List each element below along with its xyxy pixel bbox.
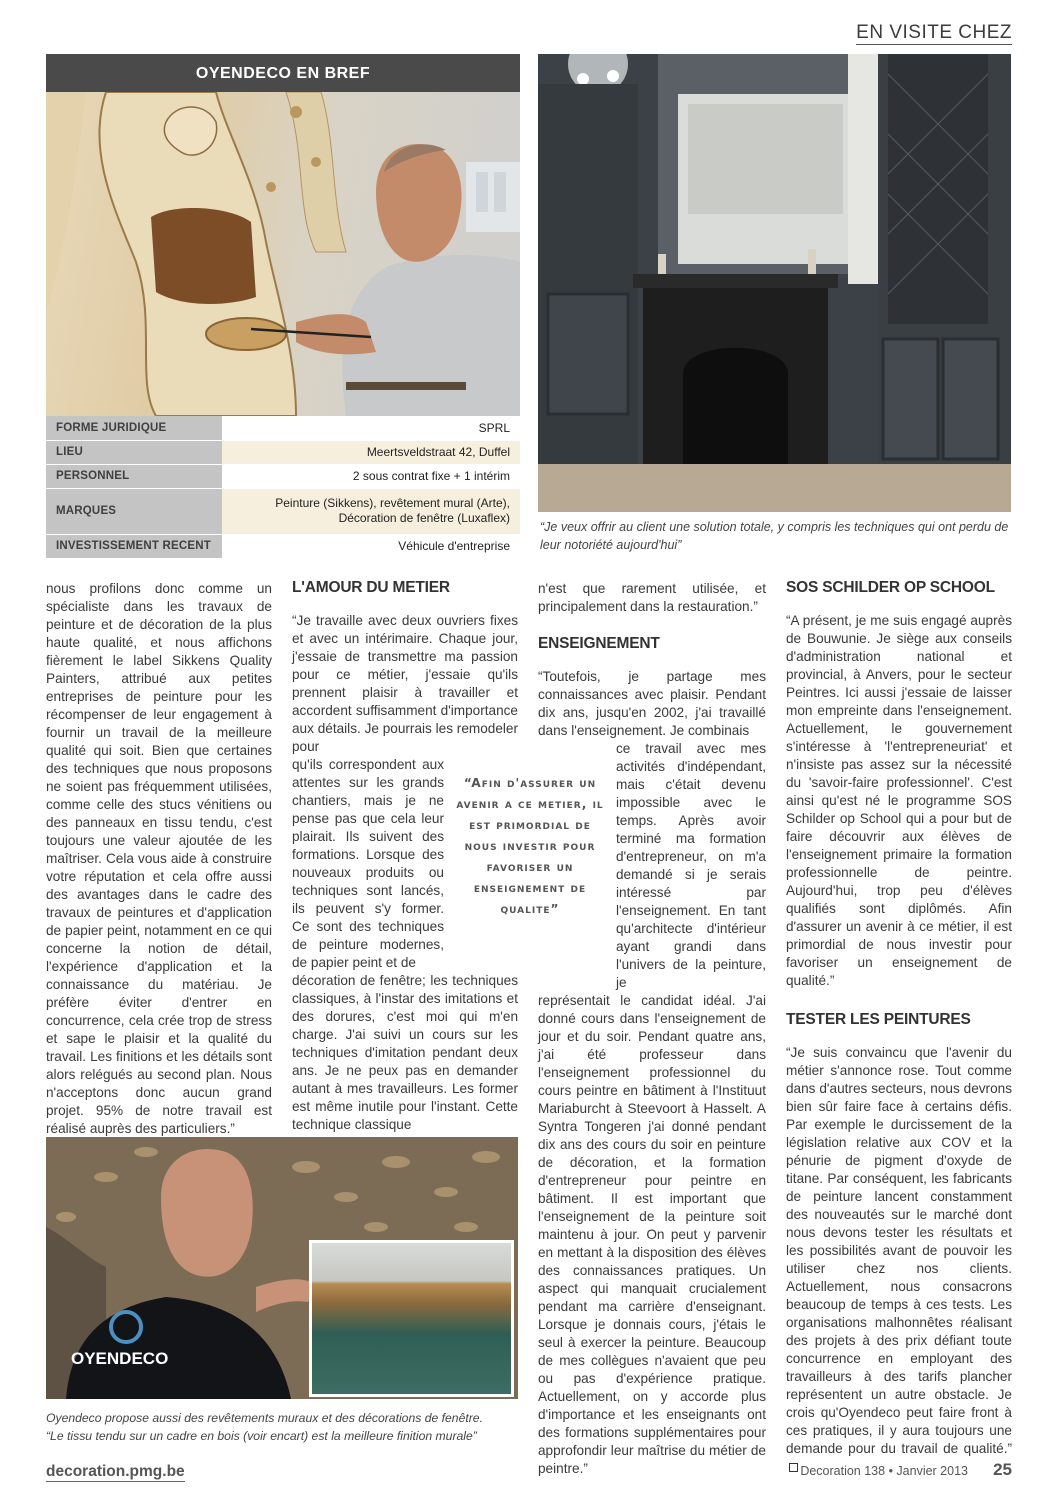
fact-value: Meertsveldstraat 42, Duffel	[222, 440, 520, 464]
caption-line: Oyendeco propose aussi des revêtements muraux et des décorations de fenêtre.	[46, 1411, 483, 1425]
end-of-article-icon	[789, 1463, 798, 1472]
body-paragraph: décoration de fenêtre; les techniques classiques, à l'instar des imitations et des dorures, c'est moi qui m'en charge. J'ai suivi un cours sur les techniques d'imitation pendant deux ans. Je ne peux pas en demander autant à mes travailleurs. Les former est même inutile pour l'instant. Cette technique classique	[292, 973, 518, 1132]
fact-value-line: Décoration de fenêtre (Luxaflex)	[338, 511, 510, 525]
painter-mural-photo	[46, 92, 520, 416]
fact-key: FORME JURIDIQUE	[46, 416, 222, 440]
caption-fireplace: “Je veux offrir au client une solution totale, y compris les techniques qui ont perdu de leur notoriété aujourd'hui”	[540, 520, 1009, 552]
column-3	[538, 580, 766, 1478]
fact-key: LIEU	[46, 440, 222, 464]
fabric-frame-inset-photo	[309, 1240, 514, 1397]
fact-value: SPRL	[222, 416, 520, 440]
body-paragraph-narrow: ce travail avec mes activités d'indépendant, mais c'était devenu impossible avec le temps. Après avoir terminé ma formation d'entrepreneur, on m'a demandé si je serais intéressé par l'enseignement. En tant qu'architecte d'intérieur ayant grandi dans l'univers de la peinture, je	[616, 741, 766, 990]
body-paragraph	[786, 1044, 1012, 1476]
pull-quote: “Afin d'assurer un avenir a ce metier, il est primordial de nous investir pour favoriser un enseignement de qualite”	[456, 776, 604, 916]
fact-key: INVESTISSEMENT RECENT	[46, 534, 222, 558]
body-paragraph: “Je travaille avec deux ouvriers fixes et avec un intérimaire. Chaque jour, j'essaie de transmettre ma passion pour ce métier, j'essaie qu'ils prennent plaisir à travailler et accordent suffisamment d'importance aux détails. Je pourrais les remodeler pour	[292, 613, 518, 754]
body-paragraph: représentait le candidat idéal. J'ai donné cours dans l'enseignement de jour et du soir. Pendant quatre ans, j'ai été professeur dans l'enseignement professionnel du cours peintre en bâtiment à l'Instituut Mariaburcht à Steevoort à Hasselt. A Syntra Tongeren j'ai donné pendant dix ans des cours du soir en peinture de décoration, et la formation d'entrepreneur pour peintre en bâtiment. Il est important que l'enseignement de la peinture soit maintenu à jour. On peut y parvenir en mettant à la disposition des élèves des connaissances pratiques. Un aspect qui manquait crucialement pendant ma carrière d'enseignant. Lorsque je donnais cours, j'étais le seul à exercer la peinture. Beaucoup de mes collègues n'avaient que peu ou pas d'expérience pratique. Actuellement, on y accorde plus d'importance et les enseignants ont des formations supplémentaires pour approfondir leur maîtrise du métier de peintre.”	[538, 993, 766, 1476]
fact-key: MARQUES	[46, 488, 222, 534]
fact-row-brands	[46, 488, 520, 534]
fact-row-legal-form	[46, 416, 520, 440]
fact-value: Véhicule d'entreprise	[222, 534, 520, 558]
painter-mural-illustration	[46, 92, 520, 416]
wallcovering-photo	[46, 1137, 518, 1399]
fireplace-interior-photo	[538, 54, 1011, 512]
infobox-title: OYENDECO EN BREF	[46, 54, 520, 92]
page-number: 25	[993, 1460, 1012, 1479]
body-text: “Je suis convaincu que l'avenir du métier s'annonce rose. Tout comme dans d'autres secteurs, nous devrons bien sûr faire face à certains défis. Par exemple le durcissement de la législation relative aux COV et la pénurie de pigment d'oxyde de titane. Par conséquent, les fabricants de peinture lancent constamment des nouveautés sur le marché dont nous devons tester les résultats et les possibilités avant de pouvoir les utiliser chez nos clients. Actuellement, nous consacrons beaucoup de temps à ces tests. Les organisations malhonnêtes réalisant des projets à des prix défiant toute concurrence en employant des travailleurs à des tarifs plancher représentent un autre obstacle. Je crois qu'Oyendeco peut faire front à ces pratiques, il y aura toujours une demande pour du travail de qualité.”	[786, 1045, 1012, 1456]
fact-row-staff	[46, 464, 520, 488]
fact-value: 2 sous contrat fixe + 1 intérim	[222, 464, 520, 488]
heading-sos-schilder: SOS SCHILDER OP SCHOOL	[786, 579, 995, 596]
footer-issue-info: Decoration 138 • Janvier 2013	[800, 1464, 968, 1478]
fireplace-illustration	[538, 54, 1011, 512]
fact-row-location	[46, 440, 520, 464]
caption-line: “Le tissu tendu sur un cadre en bois (voir encart) est la meilleure finition murale”	[46, 1429, 477, 1443]
company-facts-table	[46, 416, 520, 559]
company-infobox	[46, 54, 520, 559]
heading-tester-les-peintures: TESTER LES PEINTURES	[786, 1011, 971, 1028]
body-paragraph: “Toutefois, je partage mes connaissances avec plaisir. Pendant dix ans, jusqu'en 2002, j'ai travaillé dans l'enseignement. Je combinais	[538, 669, 766, 738]
section-label: EN VISITE CHEZ	[856, 22, 1012, 43]
body-paragraph: “A présent, je me suis engagé auprès de Bouwunie. Je siège aux conseils d'administration national et provincial, à Anvers, pour le secteur Peintres. Ici aussi j'essaie de laisser mon empreinte dans l'enseignement. Actuellement, le gouvernement s'intéresse à 'l'entrepreneuriat' et n'insiste pas assez sur la nécessité du 'savoir-faire professionnel'. C'est ainsi qu'est né le programme SOS Schilder op School qui a pour but de faire découvrir aux élèves de l'enseignement primaire la formation professionnelle de peintre. Aujourd'hui, trop peu d'élèves qualifiés sont diplômés. Afin d'assurer un avenir à ce métier, il est primordial de nous investir pour favoriser un enseignement de qualité.”	[786, 613, 1012, 988]
heading-enseignement: ENSEIGNEMENT	[538, 635, 660, 652]
body-paragraph: nous profilons donc comme un spécialiste dans les travaux de peinture et de décoration de la plus haute qualité, et nous affichons fièrement le label Sikkens Quality Painters, attribué aux petites entreprises de peinture pour les récompenser de leur engagement à fournir un travail de la meilleure qualité qui soit. Bien que certaines des techniques que nous proposons ne soient pas fréquemment utilisées, comme celle des stucs vénitiens ou des panneaux en tissu tendu, c'est toujours une valeur ajoutée de les maîtriser. Cela vous aide à construire votre réputation et cela offre aussi des avantages dans le cadre des travaux de peintures et d'application de papier peint, notamment en ce qui concerne la notion de détail, l'expérience d'application et la connaissance du matériau. Je préfère éviter d'entrer en concurrence, cela crée trop de stress et sape le plaisir et la qualité du travail. Les finitions et les détails sont alors relégués au second plan. Nous n'acceptons donc aucun grand projet. 95% de notre travail est réalisé auprès des particuliers.”	[46, 581, 272, 1136]
fact-row-investment	[46, 534, 520, 558]
footer-website-link[interactable]: decoration.pmg.be	[46, 1463, 185, 1480]
column-4	[786, 578, 1012, 1476]
column-1	[46, 580, 272, 1138]
fact-value	[222, 488, 520, 534]
heading-amour-du-metier: L'AMOUR DU METIER	[292, 579, 450, 596]
body-paragraph: n'est que rarement utilisée, et principalement dans la restauration.”	[538, 581, 766, 614]
shirt-logo-text: OYENDECO	[71, 1349, 169, 1368]
fact-key: PERSONNEL	[46, 464, 222, 488]
fact-value-line: Peinture (Sikkens), revêtement mural (Arte),	[275, 496, 510, 510]
caption-wallcovering	[46, 1409, 520, 1445]
body-paragraph-narrow: qu'ils correspondent aux attentes sur les grands chantiers, mais je ne pense pas que cela leur plairait. Ils suivent des formations. Lorsque des nouveaux produits ou techniques sont lancés, ils peuvent s'y former. Ce sont des techniques de peinture modernes, de papier peint et de	[292, 757, 444, 970]
